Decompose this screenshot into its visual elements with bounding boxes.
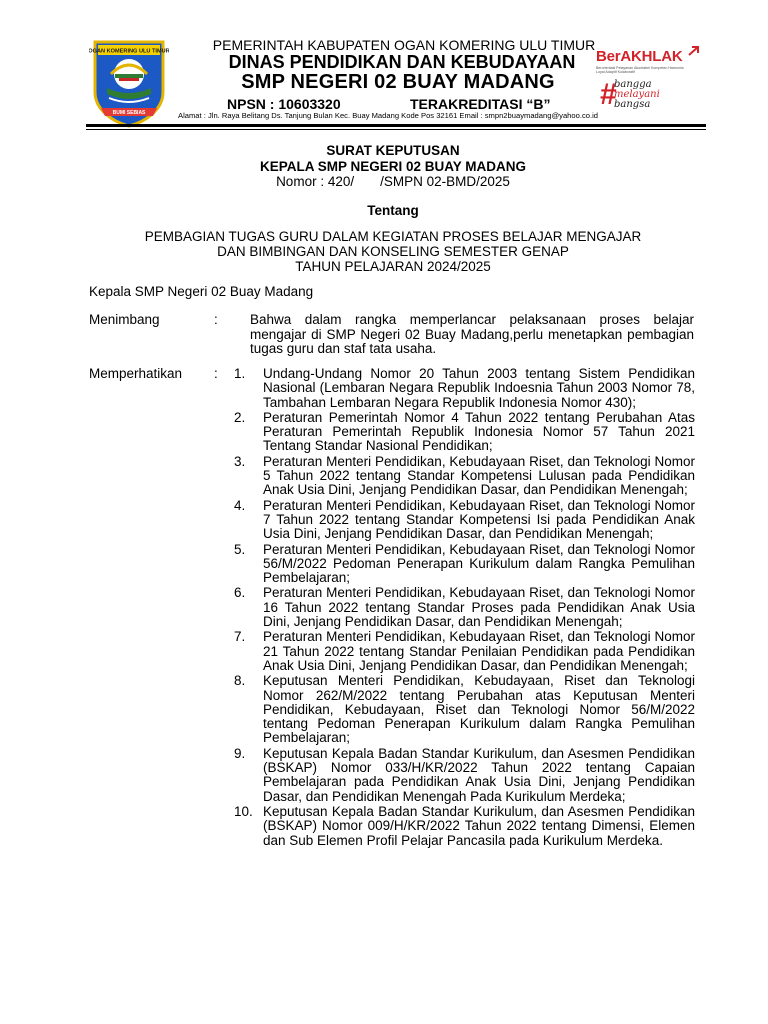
memperhatikan-colon: : <box>214 366 218 381</box>
list-item-number: 7. <box>234 629 246 645</box>
list-item-number: 8. <box>234 673 246 689</box>
list-item-text: Peraturan Menteri Pendidikan, Kebudayaan Riset, dan Teknologi Nomor 5 Tahun 2022 tentang Standar Kompetensi Lulusan pada Pendidikan Anak Usia Dini, Jenjang Pendidikan Dasar, dan Pendidikan Menengah; <box>263 453 695 498</box>
list-item <box>234 367 695 410</box>
list-item-number: 10. <box>234 803 253 819</box>
list-item-text: Peraturan Menteri Pendidikan, Kebudayaan Riset, dan Teknologi Nomor 56/M/2022 Pedoman Penerapan Kurikulum dalam Rangka Pemulihan Pembelajaran; <box>263 541 695 586</box>
subject-line-2: DAN BIMBINGAN DAN KONSELING SEMESTER GENAP <box>217 244 569 259</box>
school-name: SMP NEGERI 02 BUAY MADANG <box>241 71 555 93</box>
letterhead-rule-thick <box>86 124 706 127</box>
list-item-text: Keputusan Menteri Pendidikan, Kebudayaan, Riset dan Teknologi Nomor 262/M/2022 tentang Perubahan atas Keputusan Menteri Pendidikan, Kebudayaan, Riset dan Teknologi Nomor 56/M/2022 tentang Pedoman Penerapan Kurikulum dalam Rangka Pemulihan Pembelajaran; <box>263 673 695 746</box>
emblem-ribbon-text: BUMI SEBIAS <box>112 110 146 116</box>
list-item-number: 5. <box>234 541 246 557</box>
list-item <box>234 543 695 586</box>
government-name: PEMERINTAH KABUPATEN OGAN KOMERING ULU TIMUR <box>212 37 596 53</box>
list-item-number: 1. <box>234 366 246 381</box>
list-item-number: 4. <box>234 497 246 513</box>
about-label: Tentang <box>367 203 419 218</box>
letterhead-rule-thin <box>86 129 706 130</box>
document-heading: SURAT KEPUTUSAN <box>326 143 460 158</box>
menimbang-text: Bahwa dalam rangka memperlancar pelaksanaan proses belajar mengajar di SMP Negeri 02 Buay Madang,perlu menetapkan pembagian tugas guru dan staf tata usaha. <box>250 312 694 356</box>
list-item-text: Undang-Undang Nomor 20 Tahun 2003 tentang Sistem Pendidikan Nasional (Lembaran Negara Republik Indoesnia Tahun 2003 Nomor 78, Tambahan Lembaran Negara Republik Indonesia Nomor 430); <box>263 366 695 410</box>
number-prefix: Nomor : 420/ <box>276 174 355 189</box>
opening-line: Kepala SMP Negeri 02 Buay Madang <box>89 284 314 299</box>
subject-line-1: PEMBAGIAN TUGAS GURU DALAM KEGIATAN PROSES BELAJAR MENGAJAR <box>144 229 642 244</box>
tag-line-1: bangga <box>614 79 652 90</box>
accreditation: TERAKREDITASI “B” <box>410 96 551 112</box>
list-item-text: Keputusan Kepala Badan Standar Kurikulum, dan Asesmen Pendidikan (BSKAP) Nomor 033/H/KR/2022 Tahun 2022 tentang Capaian Pembelajaran pada Pendidikan Anak Usia Dini, Jenjang Pendidikan Dasar, dan Pendidikan Menengah Pada Kurikulum Merdeka; <box>263 745 695 804</box>
document-number <box>0 174 768 189</box>
list-item-text: Peraturan Menteri Pendidikan, Kebudayaan Riset, dan Teknologi Nomor 21 Tahun 2022 tentang Standar Penilaian Pendidikan pada Pendidikan Anak Usia Dini, Jenjang Pendidikan Dasar, dan Pendidikan Menengah; <box>263 629 695 673</box>
hashtag-icon: # <box>600 78 617 111</box>
list-item-number: 3. <box>234 453 246 469</box>
menimbang-colon: : <box>214 312 218 327</box>
emblem-band-text: OGAN KOMERING ULU TIMUR <box>89 48 169 55</box>
list-item-text: Peraturan Menteri Pendidikan, Kebudayaan Riset, dan Teknologi Nomor 16 Tahun 2022 tentang Standar Proses pada Pendidikan Anak Usia Dini, Jenjang Pendidikan Dasar, dan Pendidikan Menengah; <box>263 585 695 630</box>
list-item <box>234 630 695 673</box>
number-suffix: /SMPN 02-BMD/2025 <box>380 174 510 189</box>
list-item <box>234 747 695 804</box>
list-item <box>234 586 695 629</box>
tag-line-2: melayani <box>614 89 660 100</box>
list-item <box>234 499 695 542</box>
document-issuer: KEPALA SMP NEGERI 02 BUAY MADANG <box>259 159 527 174</box>
list-item-text: Keputusan Kepala Badan Standar Kurikulum, dan Asesmen Pendidikan (BSKAP) Nomor 009/H/KR/2022 Tahun 2022 tentang Dimensi, Elemen dan Sub Elemen Profil Pelajar Pancasila pada Kurikulum Merdeka. <box>263 803 695 848</box>
list-item <box>234 805 695 848</box>
list-item <box>234 455 695 498</box>
list-item-number: 2. <box>234 409 246 425</box>
list-item-text: Peraturan Pemerintah Nomor 4 Tahun 2022 tentang Perubahan Atas Peraturan Pemerintah Republik Indonesia Nomor 57 Tahun 2021 Tentang Standar Nasional Pendidikan; <box>263 409 695 454</box>
menimbang-label: Menimbang <box>89 312 160 327</box>
subject-line-3: TAHUN PELAJARAN 2024/2025 <box>295 259 491 274</box>
npsn: NPSN : 10603320 <box>227 96 341 112</box>
department-name: DINAS PENDIDIKAN DAN KEBUDAYAAN <box>228 52 576 72</box>
list-item <box>234 674 695 745</box>
list-item-text: Peraturan Menteri Pendidikan, Kebudayaan Riset, dan Teknologi Nomor 7 Tahun 2022 tentang Standar Kompetensi Isi pada Pendidikan Anak Usia Dini, Jenjang Pendidikan Dasar, dan Pendidikan Menengah; <box>263 497 695 542</box>
school-address: Alamat : Jln. Raya Belitang Ds. Tanjung Bulan Kec. Buay Madang Kode Pos 32161 Email : smpn2buaymadang@yahoo.co.id <box>178 111 598 120</box>
list-item-number: 9. <box>234 745 246 761</box>
berakhlak-subtitle: Berorientasi Pelayanan Akuntabel Kompeten Harmonis Loyal Adaptif Kolaboratif <box>596 66 684 75</box>
berakhlak-wordmark: BerAKHLAK <box>596 48 683 65</box>
list-item <box>234 411 695 454</box>
memperhatikan-list <box>234 367 695 849</box>
tag-line-3: bangsa <box>614 99 651 110</box>
memperhatikan-label: Memperhatikan <box>89 366 183 381</box>
list-item-number: 6. <box>234 585 246 601</box>
